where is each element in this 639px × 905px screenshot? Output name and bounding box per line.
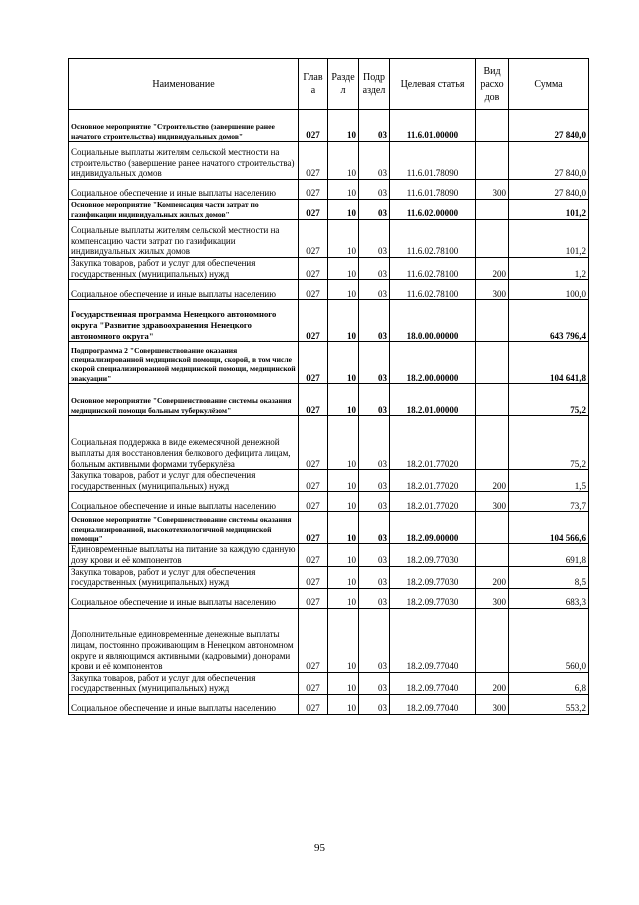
- row-expense-type-cell: 300: [476, 492, 509, 512]
- row-name-cell: Социальное обеспечение и иные выплаты населению: [69, 694, 299, 714]
- row-name-cell: Закупка товаров, работ и услуг для обеспечения государственных (муниципальных) нужд: [69, 672, 299, 694]
- table-row: [69, 384, 589, 416]
- row-chapter-cell: 027: [299, 180, 328, 200]
- row-sum-cell: 643 796,4: [509, 300, 589, 342]
- row-target-article-cell: 18.2.09.77040: [390, 608, 476, 672]
- row-sum-cell: 560,0: [509, 608, 589, 672]
- row-section-cell: 10: [328, 142, 359, 180]
- row-section-cell: 10: [328, 492, 359, 512]
- header-sum: Сумма: [509, 59, 589, 110]
- row-sum-cell: 691,8: [509, 544, 589, 566]
- row-section-cell: 10: [328, 566, 359, 588]
- table-row: [69, 544, 589, 566]
- row-subsection-cell: 03: [359, 258, 390, 280]
- row-target-article-cell: 18.0.00.00000: [390, 300, 476, 342]
- row-expense-type-cell: [476, 220, 509, 258]
- row-sum-cell: 1,2: [509, 258, 589, 280]
- row-target-article-cell: 18.2.09.77040: [390, 694, 476, 714]
- row-sum-cell: 75,2: [509, 384, 589, 416]
- table-row: [69, 110, 589, 142]
- table-header-row: [69, 59, 589, 110]
- row-name-cell: Дополнительные единовременные денежные выплаты лицам, постоянно проживающим в Ненецком автономном округе и являющимся активными (кадровыми) донорами крови и её компонентов: [69, 608, 299, 672]
- row-subsection-cell: 03: [359, 608, 390, 672]
- row-target-article-cell: 11.6.01.00000: [390, 110, 476, 142]
- row-subsection-cell: 03: [359, 300, 390, 342]
- row-name-cell: Закупка товаров, работ и услуг для обеспечения государственных (муниципальных) нужд: [69, 470, 299, 492]
- row-sum-cell: 101,2: [509, 200, 589, 220]
- row-subsection-cell: 03: [359, 280, 390, 300]
- row-section-cell: 10: [328, 300, 359, 342]
- row-sum-cell: 101,2: [509, 220, 589, 258]
- row-chapter-cell: 027: [299, 258, 328, 280]
- row-subsection-cell: 03: [359, 544, 390, 566]
- row-name-cell: Социальное обеспечение и иные выплаты населению: [69, 492, 299, 512]
- row-name-cell: Социальное обеспечение и иные выплаты населению: [69, 180, 299, 200]
- row-target-article-cell: 11.6.01.78090: [390, 142, 476, 180]
- table-row: [69, 300, 589, 342]
- row-name-cell: Закупка товаров, работ и услуг для обеспечения государственных (муниципальных) нужд: [69, 566, 299, 588]
- row-section-cell: 10: [328, 416, 359, 470]
- row-target-article-cell: 18.2.01.77020: [390, 470, 476, 492]
- row-chapter-cell: 027: [299, 588, 328, 608]
- row-subsection-cell: 03: [359, 694, 390, 714]
- row-sum-cell: 100,0: [509, 280, 589, 300]
- row-section-cell: 10: [328, 512, 359, 544]
- table-row: [69, 512, 589, 544]
- row-sum-cell: 104 566,6: [509, 512, 589, 544]
- row-expense-type-cell: [476, 142, 509, 180]
- row-name-cell: Единовременные выплаты на питание за каждую сданную дозу крови и её компонентов: [69, 544, 299, 566]
- row-subsection-cell: 03: [359, 588, 390, 608]
- row-chapter-cell: 027: [299, 694, 328, 714]
- table-row: [69, 694, 589, 714]
- row-sum-cell: 104 641,8: [509, 342, 589, 384]
- row-subsection-cell: 03: [359, 566, 390, 588]
- row-subsection-cell: 03: [359, 492, 390, 512]
- row-target-article-cell: 18.2.09.77030: [390, 566, 476, 588]
- header-target-article: Целевая статья: [390, 59, 476, 110]
- row-target-article-cell: 18.2.09.77030: [390, 544, 476, 566]
- row-expense-type-cell: 300: [476, 280, 509, 300]
- row-expense-type-cell: 300: [476, 180, 509, 200]
- row-chapter-cell: 027: [299, 200, 328, 220]
- row-section-cell: 10: [328, 110, 359, 142]
- row-expense-type-cell: [476, 512, 509, 544]
- row-name-cell: Основное мероприятие "Совершенствование системы оказания специализированной, высокотехнологичной медицинской помощи": [69, 512, 299, 544]
- row-expense-type-cell: [476, 544, 509, 566]
- row-target-article-cell: 11.6.02.00000: [390, 200, 476, 220]
- table-row: [69, 220, 589, 258]
- row-section-cell: 10: [328, 694, 359, 714]
- row-sum-cell: 27 840,0: [509, 180, 589, 200]
- table-row: [69, 608, 589, 672]
- table-row: [69, 200, 589, 220]
- row-chapter-cell: 027: [299, 142, 328, 180]
- row-target-article-cell: 18.2.01.77020: [390, 416, 476, 470]
- row-chapter-cell: 027: [299, 220, 328, 258]
- row-sum-cell: 8,5: [509, 566, 589, 588]
- row-expense-type-cell: [476, 300, 509, 342]
- row-section-cell: 10: [328, 280, 359, 300]
- table-row: [69, 342, 589, 384]
- row-subsection-cell: 03: [359, 142, 390, 180]
- row-section-cell: 10: [328, 672, 359, 694]
- row-name-cell: Социальные выплаты жителям сельской местности на компенсацию части затрат по газификации индивидуальных жилых домов: [69, 220, 299, 258]
- row-target-article-cell: 11.6.01.78090: [390, 180, 476, 200]
- table-row: [69, 280, 589, 300]
- row-name-cell: Социальная поддержка в виде ежемесячной денежной выплаты для восстановления белкового дефицита лицам, больным активными формами туберкулёза: [69, 416, 299, 470]
- row-subsection-cell: 03: [359, 384, 390, 416]
- row-subsection-cell: 03: [359, 672, 390, 694]
- row-expense-type-cell: 200: [476, 566, 509, 588]
- row-sum-cell: 553,2: [509, 694, 589, 714]
- row-subsection-cell: 03: [359, 110, 390, 142]
- row-expense-type-cell: 300: [476, 588, 509, 608]
- budget-table: [68, 58, 589, 715]
- row-name-cell: Государственная программа Ненецкого автономного округа "Развитие здравоохранения Ненецкого автономного округа": [69, 300, 299, 342]
- row-section-cell: 10: [328, 220, 359, 258]
- row-sum-cell: 27 840,0: [509, 110, 589, 142]
- row-expense-type-cell: [476, 384, 509, 416]
- row-name-cell: Закупка товаров, работ и услуг для обеспечения государственных (муниципальных) нужд: [69, 258, 299, 280]
- row-sum-cell: 683,3: [509, 588, 589, 608]
- row-sum-cell: 27 840,0: [509, 142, 589, 180]
- row-chapter-cell: 027: [299, 342, 328, 384]
- row-target-article-cell: 18.2.01.00000: [390, 384, 476, 416]
- table-row: [69, 588, 589, 608]
- row-section-cell: 10: [328, 258, 359, 280]
- row-chapter-cell: 027: [299, 416, 328, 470]
- row-section-cell: 10: [328, 342, 359, 384]
- row-subsection-cell: 03: [359, 416, 390, 470]
- row-target-article-cell: 18.2.09.77030: [390, 588, 476, 608]
- row-name-cell: Социальные выплаты жителям сельской местности на строительство (завершение ранее начатого строительства) индивидуальных домов: [69, 142, 299, 180]
- row-expense-type-cell: 200: [476, 470, 509, 492]
- row-chapter-cell: 027: [299, 384, 328, 416]
- row-name-cell: Основное мероприятие "Строительство (завершение ранее начатого строительства) индивидуальных домов": [69, 110, 299, 142]
- row-chapter-cell: 027: [299, 512, 328, 544]
- table-row: [69, 180, 589, 200]
- row-expense-type-cell: 200: [476, 672, 509, 694]
- row-target-article-cell: 18.2.09.00000: [390, 512, 476, 544]
- row-section-cell: 10: [328, 544, 359, 566]
- row-name-cell: Социальное обеспечение и иные выплаты населению: [69, 588, 299, 608]
- table-row: [69, 416, 589, 470]
- row-name-cell: Основное мероприятие "Совершенствование системы оказания медицинской помощи больным туберкулёзом": [69, 384, 299, 416]
- row-target-article-cell: 18.2.09.77040: [390, 672, 476, 694]
- row-chapter-cell: 027: [299, 608, 328, 672]
- row-sum-cell: 1,5: [509, 470, 589, 492]
- row-expense-type-cell: [476, 416, 509, 470]
- row-expense-type-cell: 300: [476, 694, 509, 714]
- table-row: [69, 258, 589, 280]
- table-row: [69, 492, 589, 512]
- row-expense-type-cell: 200: [476, 258, 509, 280]
- row-chapter-cell: 027: [299, 470, 328, 492]
- table-row: [69, 566, 589, 588]
- row-sum-cell: 75,2: [509, 416, 589, 470]
- header-chapter: Глав а: [299, 59, 328, 110]
- row-section-cell: 10: [328, 200, 359, 220]
- row-subsection-cell: 03: [359, 220, 390, 258]
- row-subsection-cell: 03: [359, 200, 390, 220]
- row-subsection-cell: 03: [359, 512, 390, 544]
- header-subsection: Подр аздел: [359, 59, 390, 110]
- row-chapter-cell: 027: [299, 492, 328, 512]
- row-expense-type-cell: [476, 110, 509, 142]
- row-name-cell: Социальное обеспечение и иные выплаты населению: [69, 280, 299, 300]
- header-expense-type: Вид расхо дов: [476, 59, 509, 110]
- row-subsection-cell: 03: [359, 470, 390, 492]
- row-chapter-cell: 027: [299, 300, 328, 342]
- row-expense-type-cell: [476, 608, 509, 672]
- row-target-article-cell: 11.6.02.78100: [390, 220, 476, 258]
- header-section: Разде л: [328, 59, 359, 110]
- table-row: [69, 672, 589, 694]
- row-section-cell: 10: [328, 588, 359, 608]
- row-section-cell: 10: [328, 384, 359, 416]
- row-name-cell: Основное мероприятие "Компенсация части затрат по газификации индивидуальных жилых домов": [69, 200, 299, 220]
- row-name-cell: Подпрограмма 2 "Совершенствование оказания специализированной медицинской помощи, скорой, в том числе скорой специализированной медицинской помощи, медицинской эвакуации": [69, 342, 299, 384]
- row-target-article-cell: 11.6.02.78100: [390, 258, 476, 280]
- row-section-cell: 10: [328, 180, 359, 200]
- row-expense-type-cell: [476, 342, 509, 384]
- row-target-article-cell: 18.2.01.77020: [390, 492, 476, 512]
- page-number: 95: [314, 842, 325, 854]
- row-target-article-cell: 18.2.00.00000: [390, 342, 476, 384]
- row-subsection-cell: 03: [359, 342, 390, 384]
- row-sum-cell: 6,8: [509, 672, 589, 694]
- row-target-article-cell: 11.6.02.78100: [390, 280, 476, 300]
- table-row: [69, 470, 589, 492]
- row-chapter-cell: 027: [299, 544, 328, 566]
- header-name: Наименование: [69, 59, 299, 110]
- row-chapter-cell: 027: [299, 672, 328, 694]
- row-section-cell: 10: [328, 608, 359, 672]
- table-row: [69, 142, 589, 180]
- row-section-cell: 10: [328, 470, 359, 492]
- row-chapter-cell: 027: [299, 110, 328, 142]
- row-expense-type-cell: [476, 200, 509, 220]
- row-chapter-cell: 027: [299, 280, 328, 300]
- table-body: [69, 110, 589, 715]
- row-sum-cell: 73,7: [509, 492, 589, 512]
- row-chapter-cell: 027: [299, 566, 328, 588]
- row-subsection-cell: 03: [359, 180, 390, 200]
